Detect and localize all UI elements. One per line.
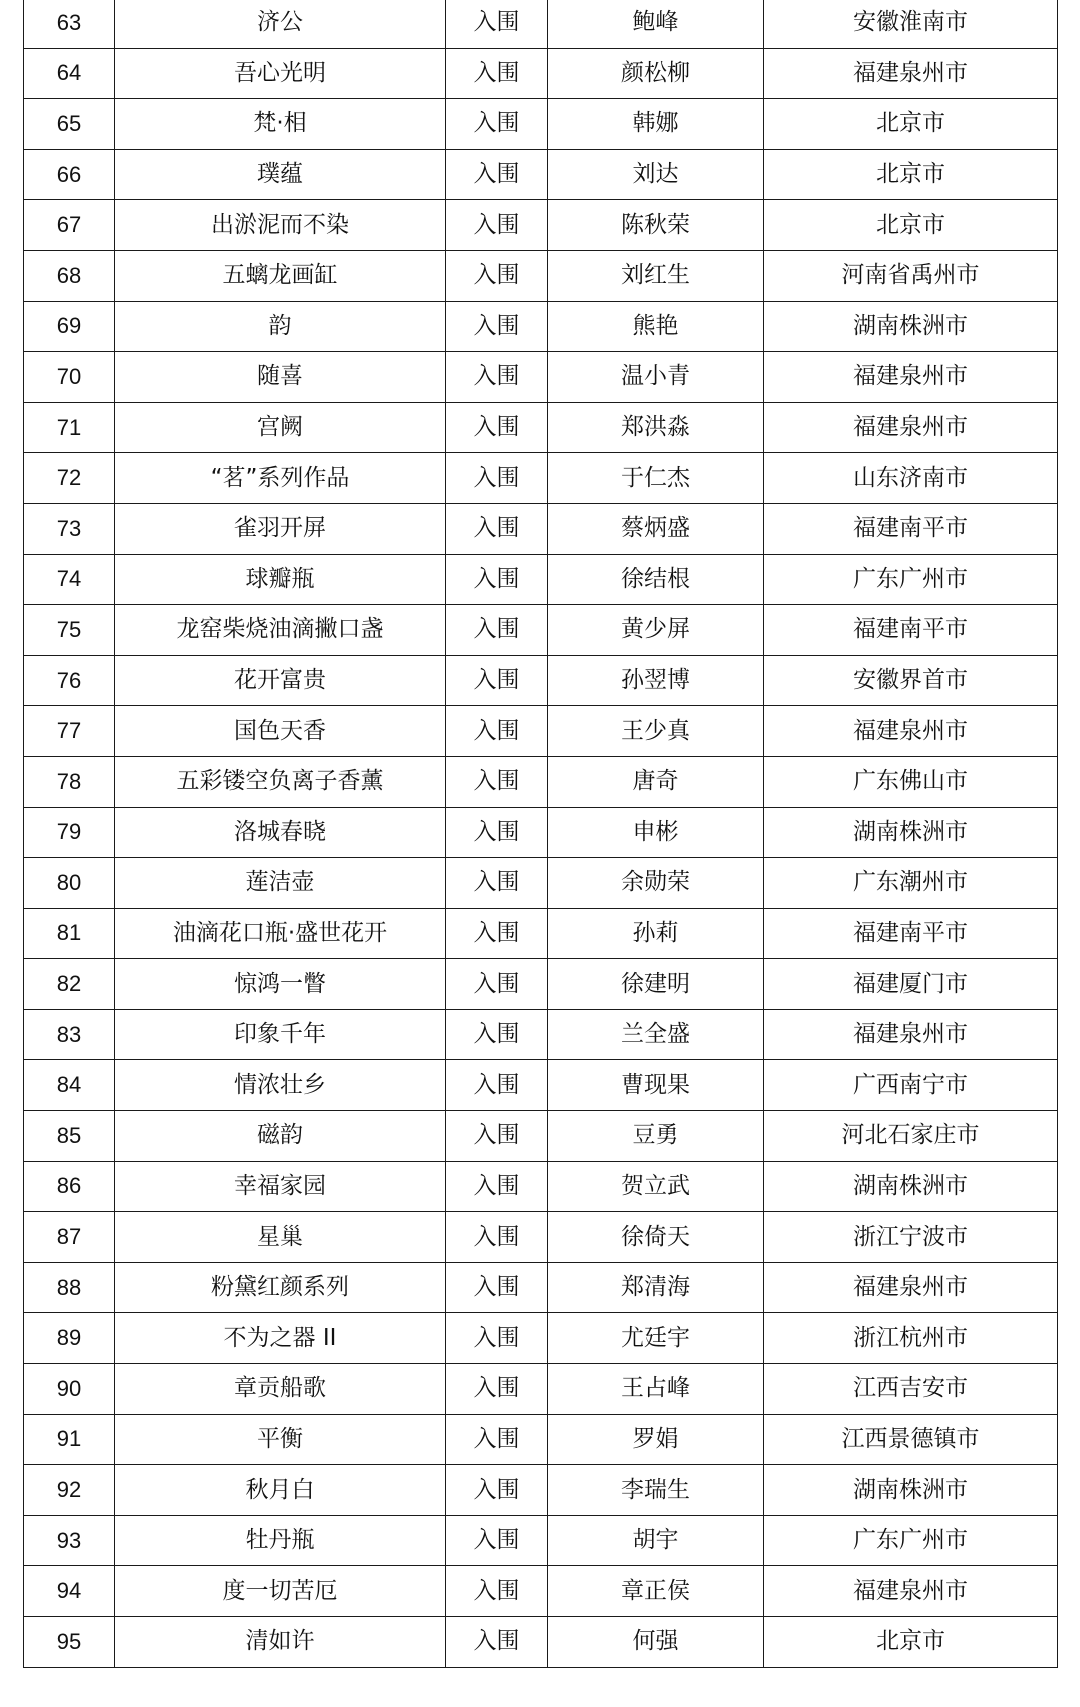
cell-result: 入围 xyxy=(446,1262,548,1313)
table-row xyxy=(24,99,1058,150)
cell-location: 北京市 xyxy=(764,99,1058,150)
cell-result: 入围 xyxy=(446,1617,548,1668)
cell-location: 湖南株洲市 xyxy=(764,1465,1058,1516)
cell-author: 章正侯 xyxy=(548,1566,764,1617)
table-row xyxy=(24,554,1058,605)
table-row xyxy=(24,807,1058,858)
cell-work-title: 幸福家园 xyxy=(115,1161,446,1212)
table-row xyxy=(24,250,1058,301)
cell-author: 曹现果 xyxy=(548,1060,764,1111)
cell-result: 入围 xyxy=(446,1161,548,1212)
cell-work-title: 出淤泥而不染 xyxy=(115,200,446,251)
cell-location: 河南省禹州市 xyxy=(764,250,1058,301)
cell-work-title: 五螭龙画缸 xyxy=(115,250,446,301)
cell-author: 温小青 xyxy=(548,352,764,403)
cell-author: 徐建明 xyxy=(548,959,764,1010)
cell-result: 入围 xyxy=(446,605,548,656)
cell-location: 北京市 xyxy=(764,200,1058,251)
cell-number: 68 xyxy=(24,250,115,301)
cell-author: 王占峰 xyxy=(548,1364,764,1415)
cell-number: 92 xyxy=(24,1465,115,1516)
cell-result: 入围 xyxy=(446,149,548,200)
cell-author: 黄少屏 xyxy=(548,605,764,656)
cell-number: 72 xyxy=(24,453,115,504)
table-row xyxy=(24,402,1058,453)
cell-result: 入围 xyxy=(446,756,548,807)
cell-work-title: 章贡船歌 xyxy=(115,1364,446,1415)
cell-location: 浙江杭州市 xyxy=(764,1313,1058,1364)
table-row xyxy=(24,503,1058,554)
cell-work-title: 球瓣瓶 xyxy=(115,554,446,605)
table-row xyxy=(24,1465,1058,1516)
table-row xyxy=(24,301,1058,352)
cell-author: 于仁杰 xyxy=(548,453,764,504)
cell-number: 94 xyxy=(24,1566,115,1617)
cell-location: 安徽界首市 xyxy=(764,655,1058,706)
cell-number: 90 xyxy=(24,1364,115,1415)
cell-result: 入围 xyxy=(446,706,548,757)
cell-work-title: 清如许 xyxy=(115,1617,446,1668)
cell-author: 孙莉 xyxy=(548,908,764,959)
cell-number: 74 xyxy=(24,554,115,605)
cell-result: 入围 xyxy=(446,453,548,504)
cell-location: 湖南株洲市 xyxy=(764,807,1058,858)
cell-author: 胡宇 xyxy=(548,1515,764,1566)
cell-result: 入围 xyxy=(446,1566,548,1617)
cell-result: 入围 xyxy=(446,807,548,858)
table-row xyxy=(24,352,1058,403)
cell-work-title: 秋月白 xyxy=(115,1465,446,1516)
cell-result: 入围 xyxy=(446,1465,548,1516)
cell-location: 福建泉州市 xyxy=(764,706,1058,757)
cell-result: 入围 xyxy=(446,1364,548,1415)
table-row xyxy=(24,453,1058,504)
cell-location: 福建泉州市 xyxy=(764,402,1058,453)
cell-work-title: 油滴花口瓶·盛世花开 xyxy=(115,908,446,959)
table-row xyxy=(24,1617,1058,1668)
table-row xyxy=(24,1212,1058,1263)
cell-author: 鲍峰 xyxy=(548,0,764,48)
cell-result: 入围 xyxy=(446,99,548,150)
cell-author: 熊艳 xyxy=(548,301,764,352)
cell-work-title: 梵·相 xyxy=(115,99,446,150)
cell-author: 兰全盛 xyxy=(548,1009,764,1060)
cell-author: 王少真 xyxy=(548,706,764,757)
cell-number: 91 xyxy=(24,1414,115,1465)
cell-number: 79 xyxy=(24,807,115,858)
table-row xyxy=(24,48,1058,99)
cell-work-title: 平衡 xyxy=(115,1414,446,1465)
cell-author: 尤廷宇 xyxy=(548,1313,764,1364)
cell-location: 江西景德镇市 xyxy=(764,1414,1058,1465)
cell-number: 89 xyxy=(24,1313,115,1364)
cell-work-title: 五彩镂空负离子香薰 xyxy=(115,756,446,807)
cell-number: 80 xyxy=(24,858,115,909)
cell-number: 65 xyxy=(24,99,115,150)
table-row xyxy=(24,1009,1058,1060)
cell-work-title: 印象千年 xyxy=(115,1009,446,1060)
cell-result: 入围 xyxy=(446,1313,548,1364)
cell-number: 95 xyxy=(24,1617,115,1668)
cell-result: 入围 xyxy=(446,554,548,605)
cell-author: 徐结根 xyxy=(548,554,764,605)
cell-number: 93 xyxy=(24,1515,115,1566)
cell-author: 陈秋荣 xyxy=(548,200,764,251)
table-row xyxy=(24,1161,1058,1212)
cell-location: 北京市 xyxy=(764,1617,1058,1668)
table-row xyxy=(24,1111,1058,1162)
cell-location: 河北石家庄市 xyxy=(764,1111,1058,1162)
cell-result: 入围 xyxy=(446,503,548,554)
cell-result: 入围 xyxy=(446,48,548,99)
cell-location: 福建泉州市 xyxy=(764,48,1058,99)
cell-number: 85 xyxy=(24,1111,115,1162)
cell-location: 湖南株洲市 xyxy=(764,1161,1058,1212)
cell-location: 广东广州市 xyxy=(764,1515,1058,1566)
cell-work-title: 雀羽开屏 xyxy=(115,503,446,554)
cell-number: 88 xyxy=(24,1262,115,1313)
table-row xyxy=(24,0,1058,48)
cell-work-title: 磁韵 xyxy=(115,1111,446,1162)
cell-number: 84 xyxy=(24,1060,115,1111)
cell-work-title: 龙窑柴烧油滴撇口盏 xyxy=(115,605,446,656)
table-row xyxy=(24,858,1058,909)
results-table-body xyxy=(24,0,1058,1667)
table-row xyxy=(24,1262,1058,1313)
table-row xyxy=(24,1364,1058,1415)
cell-work-title: 牡丹瓶 xyxy=(115,1515,446,1566)
cell-author: 蔡炳盛 xyxy=(548,503,764,554)
cell-number: 67 xyxy=(24,200,115,251)
cell-work-title: 花开富贵 xyxy=(115,655,446,706)
cell-number: 76 xyxy=(24,655,115,706)
cell-location: 福建南平市 xyxy=(764,605,1058,656)
cell-work-title: 吾心光明 xyxy=(115,48,446,99)
cell-work-title: “茗”系列作品 xyxy=(115,453,446,504)
cell-work-title: 宫阙 xyxy=(115,402,446,453)
cell-location: 广东潮州市 xyxy=(764,858,1058,909)
cell-number: 69 xyxy=(24,301,115,352)
cell-location: 福建泉州市 xyxy=(764,1009,1058,1060)
cell-author: 申彬 xyxy=(548,807,764,858)
cell-result: 入围 xyxy=(446,250,548,301)
cell-work-title: 洛城春晓 xyxy=(115,807,446,858)
cell-location: 福建厦门市 xyxy=(764,959,1058,1010)
cell-location: 福建泉州市 xyxy=(764,352,1058,403)
cell-number: 77 xyxy=(24,706,115,757)
cell-number: 86 xyxy=(24,1161,115,1212)
cell-number: 78 xyxy=(24,756,115,807)
cell-number: 66 xyxy=(24,149,115,200)
cell-result: 入围 xyxy=(446,352,548,403)
cell-author: 郑洪淼 xyxy=(548,402,764,453)
cell-work-title: 随喜 xyxy=(115,352,446,403)
cell-result: 入围 xyxy=(446,655,548,706)
cell-number: 81 xyxy=(24,908,115,959)
table-row xyxy=(24,1414,1058,1465)
cell-location: 广东广州市 xyxy=(764,554,1058,605)
table-row xyxy=(24,706,1058,757)
table-row xyxy=(24,149,1058,200)
cell-author: 贺立武 xyxy=(548,1161,764,1212)
cell-location: 浙江宁波市 xyxy=(764,1212,1058,1263)
cell-result: 入围 xyxy=(446,1414,548,1465)
cell-work-title: 星巢 xyxy=(115,1212,446,1263)
cell-author: 余勋荣 xyxy=(548,858,764,909)
cell-location: 湖南株洲市 xyxy=(764,301,1058,352)
cell-location: 广东佛山市 xyxy=(764,756,1058,807)
cell-location: 福建南平市 xyxy=(764,503,1058,554)
cell-result: 入围 xyxy=(446,1060,548,1111)
cell-author: 郑清海 xyxy=(548,1262,764,1313)
table-row xyxy=(24,756,1058,807)
cell-result: 入围 xyxy=(446,1009,548,1060)
cell-work-title: 不为之器 II xyxy=(115,1313,446,1364)
table-row xyxy=(24,959,1058,1010)
cell-location: 福建南平市 xyxy=(764,908,1058,959)
cell-result: 入围 xyxy=(446,959,548,1010)
cell-result: 入围 xyxy=(446,402,548,453)
cell-work-title: 惊鸿一瞥 xyxy=(115,959,446,1010)
cell-number: 87 xyxy=(24,1212,115,1263)
cell-author: 李瑞生 xyxy=(548,1465,764,1516)
cell-work-title: 韵 xyxy=(115,301,446,352)
cell-author: 何强 xyxy=(548,1617,764,1668)
cell-number: 64 xyxy=(24,48,115,99)
cell-author: 韩娜 xyxy=(548,99,764,150)
cell-number: 82 xyxy=(24,959,115,1010)
cell-author: 刘达 xyxy=(548,149,764,200)
cell-work-title: 情浓壮乡 xyxy=(115,1060,446,1111)
cell-author: 刘红生 xyxy=(548,250,764,301)
cell-number: 63 xyxy=(24,0,115,48)
cell-location: 福建泉州市 xyxy=(764,1566,1058,1617)
table-row xyxy=(24,605,1058,656)
cell-number: 70 xyxy=(24,352,115,403)
cell-result: 入围 xyxy=(446,908,548,959)
cell-author: 颜松柳 xyxy=(548,48,764,99)
cell-location: 安徽淮南市 xyxy=(764,0,1058,48)
cell-result: 入围 xyxy=(446,1111,548,1162)
cell-work-title: 济公 xyxy=(115,0,446,48)
results-table xyxy=(23,0,1058,1668)
cell-number: 75 xyxy=(24,605,115,656)
cell-work-title: 莲洁壶 xyxy=(115,858,446,909)
cell-result: 入围 xyxy=(446,301,548,352)
cell-author: 豆勇 xyxy=(548,1111,764,1162)
cell-work-title: 度一切苦厄 xyxy=(115,1566,446,1617)
cell-number: 71 xyxy=(24,402,115,453)
cell-author: 孙翌博 xyxy=(548,655,764,706)
cell-work-title: 国色天香 xyxy=(115,706,446,757)
table-row xyxy=(24,1566,1058,1617)
cell-result: 入围 xyxy=(446,858,548,909)
cell-location: 北京市 xyxy=(764,149,1058,200)
cell-author: 罗娟 xyxy=(548,1414,764,1465)
cell-result: 入围 xyxy=(446,200,548,251)
table-row xyxy=(24,1515,1058,1566)
cell-location: 广西南宁市 xyxy=(764,1060,1058,1111)
cell-result: 入围 xyxy=(446,1212,548,1263)
cell-number: 73 xyxy=(24,503,115,554)
table-row xyxy=(24,908,1058,959)
cell-result: 入围 xyxy=(446,1515,548,1566)
table-row xyxy=(24,200,1058,251)
cell-work-title: 粉黛红颜系列 xyxy=(115,1262,446,1313)
cell-location: 福建泉州市 xyxy=(764,1262,1058,1313)
cell-work-title: 璞蕴 xyxy=(115,149,446,200)
cell-result: 入围 xyxy=(446,0,548,48)
table-row xyxy=(24,1313,1058,1364)
table-row xyxy=(24,1060,1058,1111)
cell-author: 唐奇 xyxy=(548,756,764,807)
cell-author: 徐倚天 xyxy=(548,1212,764,1263)
cell-location: 江西吉安市 xyxy=(764,1364,1058,1415)
cell-number: 83 xyxy=(24,1009,115,1060)
table-row xyxy=(24,655,1058,706)
cell-location: 山东济南市 xyxy=(764,453,1058,504)
